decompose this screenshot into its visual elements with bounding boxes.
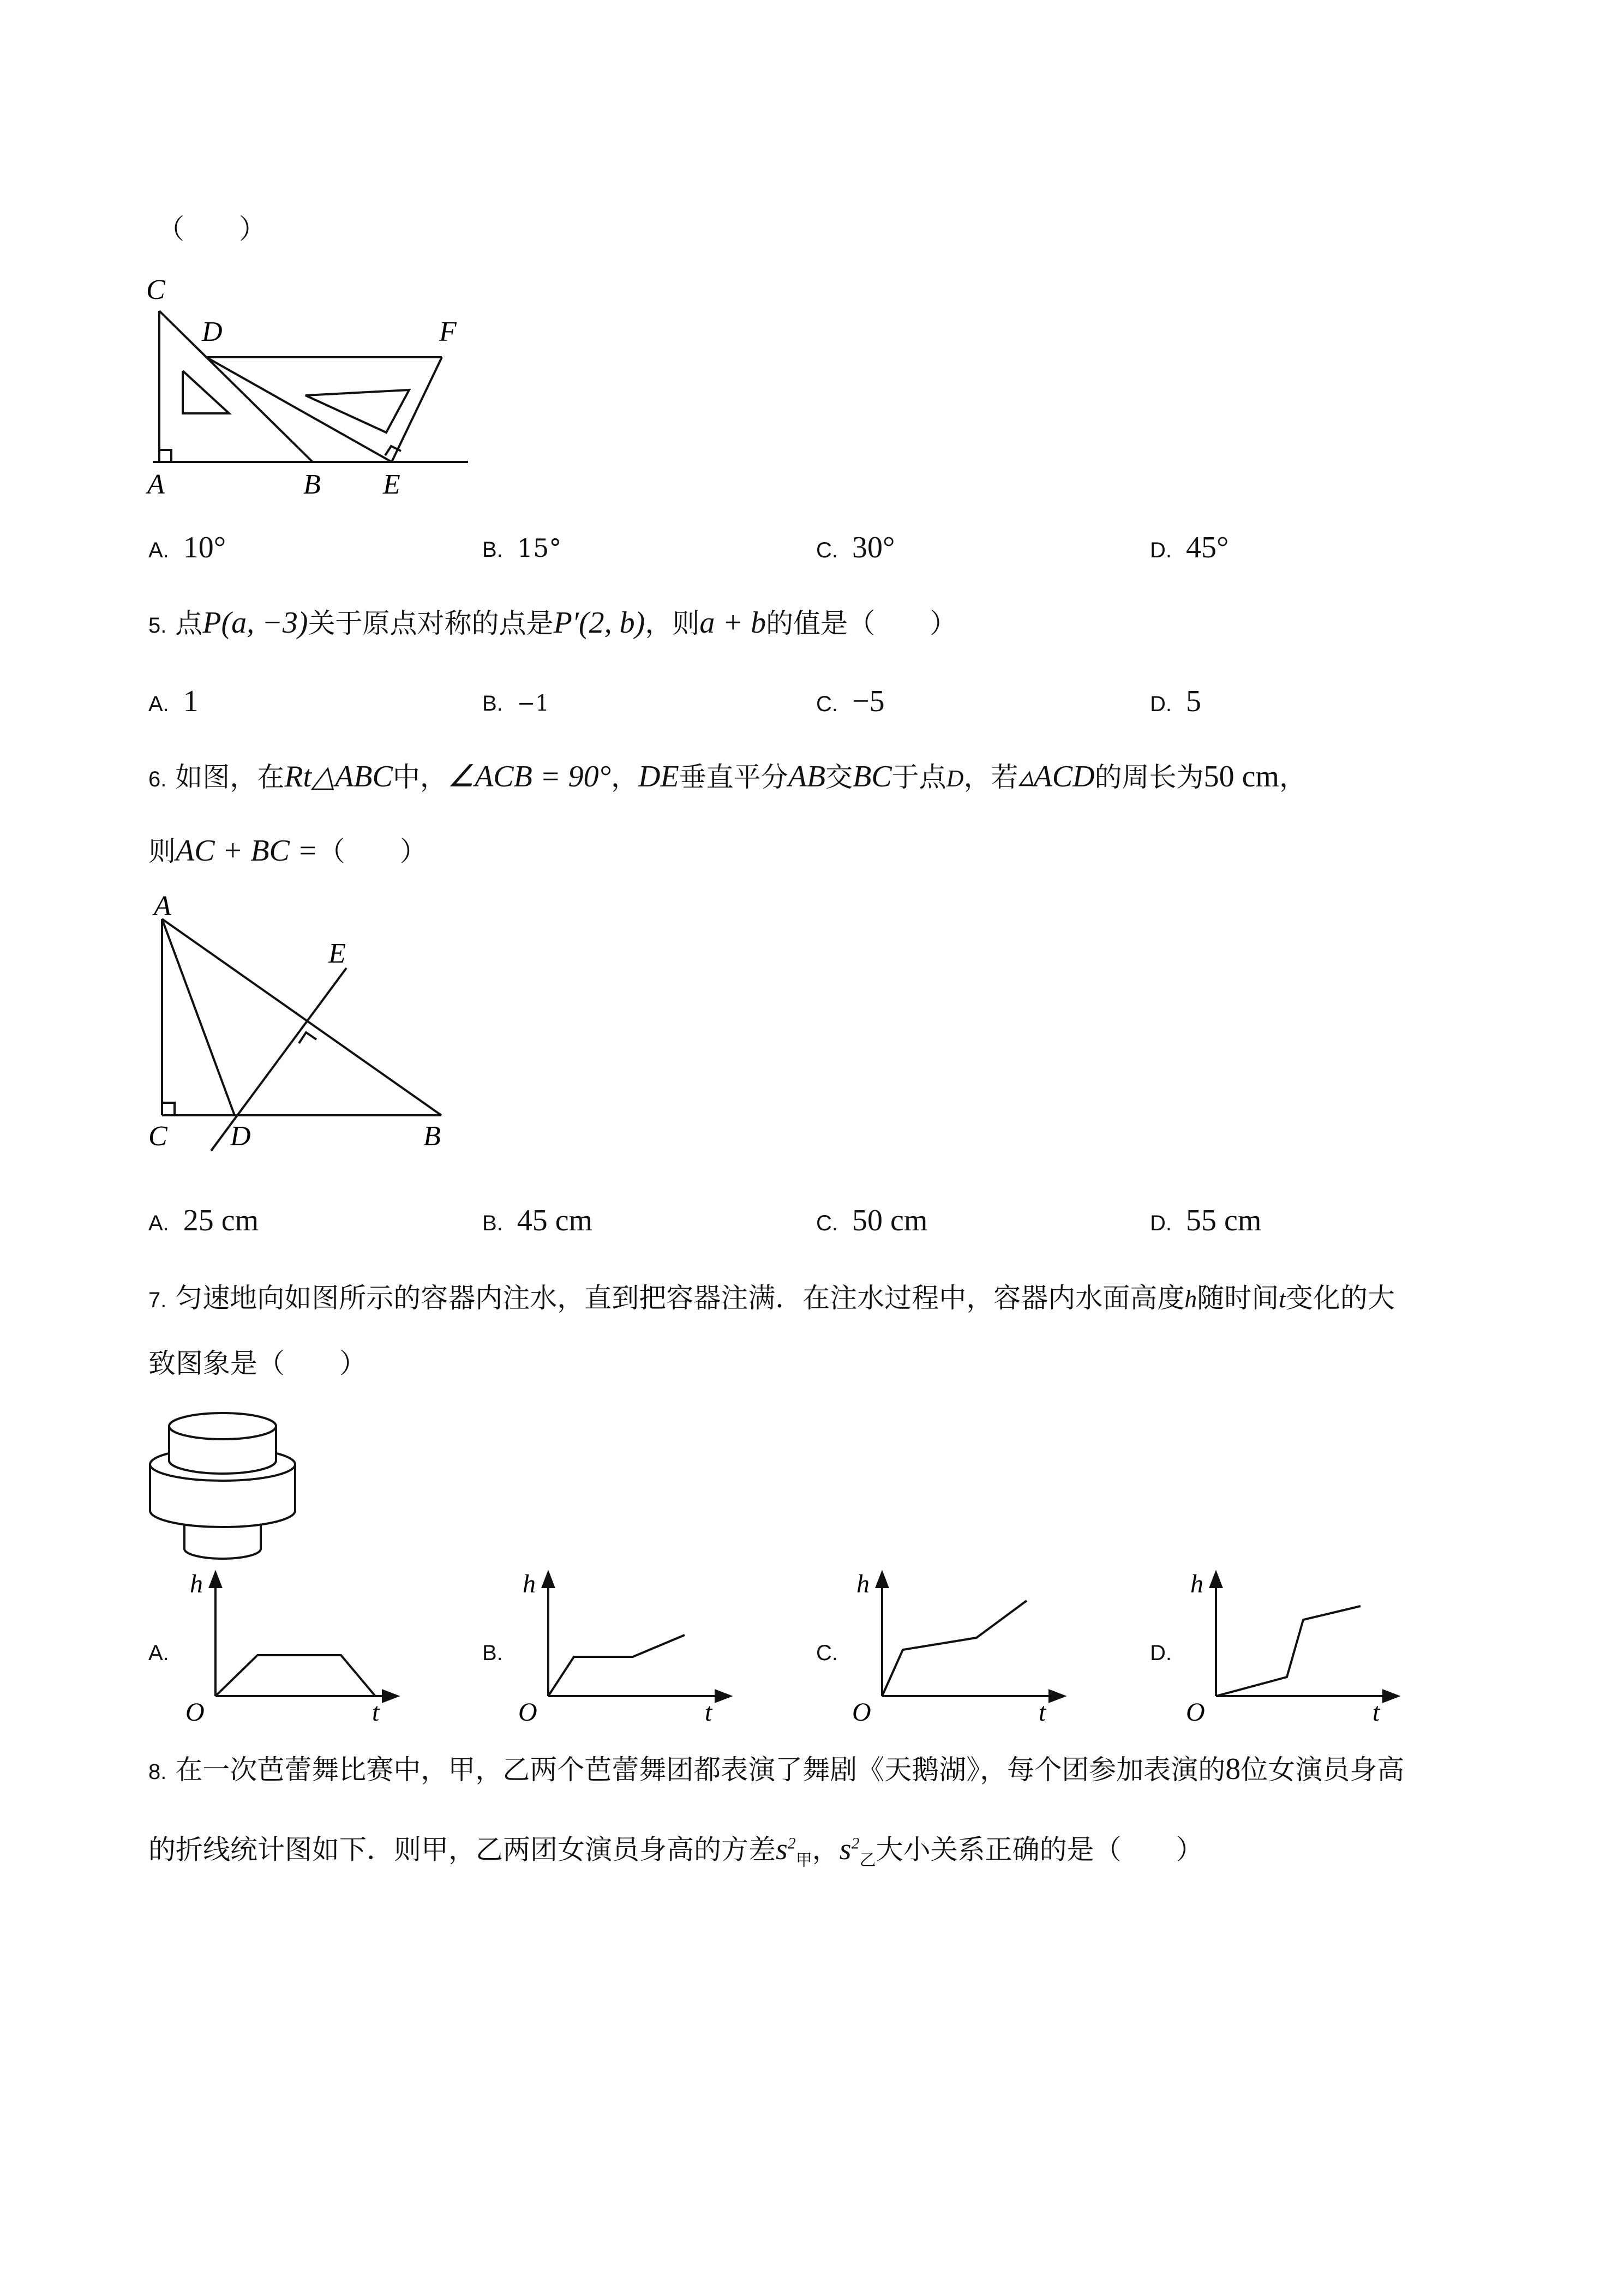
q7-container-figure	[142, 1402, 305, 1565]
q7-stem-line2: 致图象是（ ）	[148, 1348, 367, 1379]
q5-option-c[interactable]: C. −5	[816, 684, 885, 718]
curve-a	[215, 1655, 375, 1696]
option-letter: D.	[1150, 1641, 1172, 1665]
axis-label-h: h	[1190, 1570, 1203, 1598]
right-angle-C	[162, 1103, 175, 1115]
origin-label: O	[1186, 1698, 1205, 1727]
q4-option-d[interactable]: D. 45°	[1150, 531, 1229, 564]
variance-s-jia: $s^2_甲$	[776, 1832, 812, 1870]
origin-label: O	[185, 1698, 205, 1727]
q4-option-a[interactable]: A. 10°	[148, 531, 226, 564]
q6-option-a[interactable]: A. 25 cm	[148, 1204, 259, 1237]
label-C: C	[148, 1121, 167, 1152]
segment-AD	[162, 919, 235, 1115]
q5-stem: 5. 点P(a, −3)关于原点对称的点是P′(2, b)，则a + b的值是（ ）	[148, 606, 957, 640]
q6-stem-line2: 则AC + BC =（ ）	[148, 834, 427, 868]
label-C: C	[146, 274, 165, 305]
option-letter: B.	[482, 1641, 503, 1665]
question-number: 6.	[148, 767, 167, 791]
right-angle-mid	[299, 1032, 316, 1043]
option-letter: B.	[482, 692, 503, 716]
top-cylinder-top	[169, 1413, 276, 1439]
q4-option-b[interactable]: B. 15°	[482, 533, 562, 563]
option-letter: A.	[148, 692, 169, 716]
segment-DE	[206, 357, 392, 462]
option-letter: A.	[148, 1211, 169, 1235]
axis-label-h: h	[523, 1570, 536, 1598]
axis-label-t: t	[705, 1698, 712, 1727]
axis-label-t: t	[1373, 1698, 1380, 1727]
q7-graph-c	[847, 1565, 1076, 1729]
label-B: B	[423, 1121, 441, 1152]
axis-label-h: h	[856, 1570, 870, 1598]
origin-label: O	[852, 1698, 871, 1727]
q7-stem-line1: 7. 匀速地向如图所示的容器内注水，直到把容器注满．在注水过程中，容器内水面高度h随时间t变化的大	[148, 1282, 1395, 1314]
origin-label: O	[518, 1698, 537, 1727]
q7-option-a[interactable]	[148, 1633, 183, 1670]
q7-graph-b	[513, 1565, 742, 1729]
label-F: F	[439, 316, 457, 347]
q5-option-d[interactable]: D. 5	[1150, 684, 1201, 718]
question-number: 5.	[148, 614, 167, 638]
option-letter: A.	[148, 538, 169, 562]
q4-figure-triangle-rulers	[142, 273, 491, 513]
q6-option-b[interactable]: B. 45 cm	[482, 1204, 593, 1237]
q7-graph-d	[1180, 1565, 1410, 1729]
option-letter: B.	[482, 538, 503, 562]
label-A: A	[154, 894, 171, 922]
q6-option-d[interactable]: D. 55 cm	[1150, 1204, 1262, 1237]
option-letter: D.	[1150, 1211, 1172, 1235]
q4-option-c[interactable]: C. 30°	[816, 531, 895, 564]
option-letter: C.	[816, 1211, 838, 1235]
curve-d	[1216, 1606, 1361, 1696]
option-letter: D.	[1150, 538, 1172, 562]
q6-stem-line1: 6. 如图，在Rt△ABC中，∠ACB = 90°，DE垂直平分AB交BC于点D，若▵ACD的周长为50 cm，	[148, 760, 1307, 794]
right-angle-A	[159, 450, 171, 462]
q8-stem-line1: 8. 在一次芭蕾舞比赛中，甲，乙两个芭蕾舞团都表演了舞剧《天鹅湖》，每个团参加表演的8位女演员身高	[148, 1752, 1405, 1786]
bottom-cylinder	[184, 1524, 261, 1559]
label-A: A	[147, 469, 165, 500]
option-letter: B.	[482, 1211, 503, 1235]
option-letter: C.	[816, 538, 838, 562]
q6-figure-right-triangle	[143, 894, 470, 1156]
option-letter: C.	[816, 1641, 838, 1665]
question-number: 7.	[148, 1288, 167, 1312]
option-letter: A.	[148, 1641, 169, 1665]
q7-option-b[interactable]	[482, 1633, 517, 1670]
question-number: 8.	[148, 1760, 167, 1784]
axis-label-t: t	[372, 1698, 380, 1727]
segment-AB	[162, 919, 441, 1115]
curve-b	[548, 1635, 685, 1696]
inner-triangle-1	[183, 371, 229, 413]
label-E: E	[383, 469, 400, 500]
option-letter: C.	[816, 692, 838, 716]
option-letter: D.	[1150, 692, 1172, 716]
q4-bracket: （ ）	[157, 213, 266, 245]
axis-label-t: t	[1039, 1698, 1046, 1727]
label-E: E	[328, 938, 346, 969]
q5-option-a[interactable]: A. 1	[148, 684, 199, 718]
q7-graph-a	[180, 1565, 409, 1729]
inner-triangle-2	[305, 390, 409, 432]
label-D: D	[202, 316, 223, 347]
label-D: D	[230, 1121, 251, 1152]
label-B: B	[303, 469, 321, 500]
variance-s-yi: $s^2_乙$	[839, 1832, 876, 1870]
q8-stem-line2: 的折线统计图如下．则甲，乙两团女演员身高的方差$s^2_甲$，$s^2_乙$大小关系正确的是（ ）	[148, 1832, 1203, 1870]
q6-option-c[interactable]: C. 50 cm	[816, 1204, 928, 1237]
q5-option-b[interactable]: B. −1	[482, 691, 549, 716]
axis-label-h: h	[190, 1570, 203, 1598]
curve-c	[882, 1601, 1027, 1696]
